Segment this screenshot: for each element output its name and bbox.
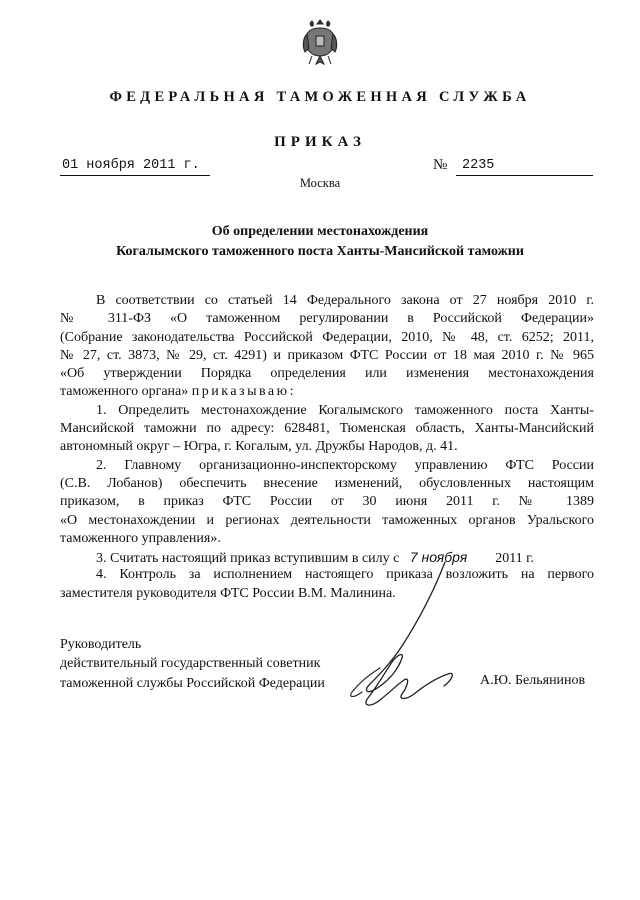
effective-date: 7 ноября	[409, 549, 468, 566]
order-date: 01 ноября 2011 г.	[62, 158, 200, 173]
order-number: 2235	[462, 158, 495, 173]
effective-year: 2011 г.	[495, 551, 534, 567]
intro-last: таможенного органа»	[60, 384, 189, 400]
item-4-line: 4. Контроль за исполнением настоящего приказа возложить на первого	[96, 567, 594, 583]
number-sign: №	[433, 157, 448, 173]
body-line: (Собрание законодательства Российской Федерации, 2010, № 48, ст. 6252; 2011,	[60, 329, 594, 345]
signatory-position	[60, 635, 325, 693]
order-command: приказываю:	[191, 384, 296, 400]
item-4-line: заместителя руководителя ФТС России В.М. Малинина.	[60, 585, 396, 601]
city: Москва	[299, 176, 341, 190]
body-line: В соответствии со статьей 14 Федерального закона от 27 ноября 2010 г.	[96, 293, 594, 308]
handwritten-signature	[340, 558, 490, 718]
subject-line: Об определении местонахождения	[211, 224, 429, 239]
position-line: таможенной службы Российской Федерации	[60, 675, 325, 691]
body-line: № 27, ст. 3873, № 29, ст. 4291) и приказом ФТС России от 18 мая 2010 г. № 965	[60, 347, 594, 363]
double-headed-eagle-emblem	[301, 18, 339, 70]
item-1-line: автономный округ – Югра, г. Когалым, ул. Дружбы Народов, д. 41.	[60, 439, 458, 455]
item-2-line: таможенного управления».	[60, 530, 221, 546]
item-2-line: (С.В. Лобанов) обеспечить внесение изменений, обусловленных настоящим	[60, 475, 594, 491]
position-line: действительный государственный советник	[60, 656, 321, 672]
body-line: № 311-ФЗ «О таможенном регулировании в Российской Федерации»	[60, 311, 594, 327]
item-1-line: 1. Определить местонахождение Когалымского таможенного поста Ханты-	[96, 402, 594, 418]
agency-name: ФЕДЕРАЛЬНАЯ ТАМОЖЕННАЯ СЛУЖБА	[109, 89, 531, 105]
item-3-line	[60, 548, 594, 566]
position-line: Руководитель	[60, 637, 142, 652]
order-body	[60, 292, 594, 603]
order-title: ПРИКАЗ	[274, 134, 366, 150]
signer-name: А.Ю. Бельянинов	[480, 673, 586, 688]
body-line	[60, 383, 594, 401]
body-line: «Об утверждении Порядка определения или изменения местонахождения	[60, 366, 594, 382]
item-3-text: 3. Считать настоящий приказ вступившим в силу с	[96, 551, 400, 567]
item-2-line: «О местонахождении и регионах деятельности таможенных органов Уральского	[60, 512, 594, 528]
item-1-line: Мансийской таможни по адресу: 628481, Тюменская область, Ханты-Мансийский	[60, 421, 594, 437]
item-2-line: 2. Главному организационно-инспекторскому управлению ФТС России	[96, 457, 594, 473]
order-subject	[0, 222, 640, 262]
item-2-line: приказом, в приказ ФТС России от 30 июня 2011 г. № 1389	[60, 494, 594, 510]
subject-line: Когалымского таможенного поста Ханты-Мансийской таможни	[116, 244, 524, 259]
